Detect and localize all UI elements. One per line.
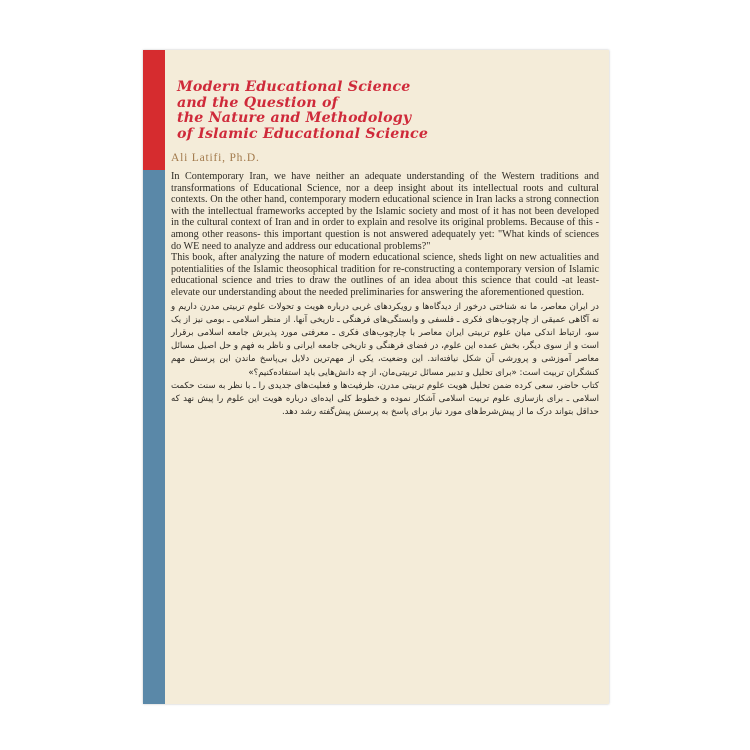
english-paragraph-1: In Contemporary Iran, we have neither an adequate understanding of the Western traditions and transformations of Educational Science, nor a deep insight about its intellectual roots and cultural contexts. On the other hand, contemporary modern educational science in Iran lacks a strong connection with the intellectual frameworks accepted by the Islamic society and most of it has not been developed in the cultural context of Iran and in order to explain and resolve its original problems. Because of this -among other reasons- this important question is not answered adequately yet: "What kinds of sciences do WE need to analyze and address our educational problems?" (171, 171, 599, 252)
book-title (171, 80, 599, 142)
persian-paragraph-2: کتاب حاضر، سعی کرده ضمن تحلیل هویت علوم تربیتی مدرن، ظرفیت‌ها و فعلیت‌های جدیدی را ـ با نظر به سنت حکمت اسلامی ـ برای بازسازی علوم تربیت اسلامی آشکار نموده و خطوط کلی ایده‌ای درباره هویت این علوم را پیش نهد که حداقل بتواند درک ما از پیش‌شرط‌های مورد نیاز برای پاسخ به پرسش پیش‌گفته رشد دهد. (171, 380, 599, 418)
book-title-line-4: of Islamic Educational Science (177, 125, 429, 142)
spine-red-band (143, 50, 165, 170)
persian-paragraph-1: در ایران معاصر، ما نه شناختی درخور از دیدگاه‌ها و رویکردهای غربی درباره هویت و تحولات علوم تربیتی مدرن داریم و نه آگاهی عمیقی از چارچوب‌های فکری ـ فلسفی و وابستگی‌های فرهنگی ـ تاریخی آنها. از منظر اسلامی ـ بومی نیز از یک سو، ارتباط اندکی میان علوم تربیتی ایران معاصر با چارچوب‌های فکری ـ معرفتی مورد پذیرش جامعه اسلامی برقرار است و از سوی دیگر، بخش عمده این علوم، در فضای فرهنگی و تاریخی جامعه ایرانی و ناظر به فهم و حل اصیل مسائل معاصر آموزشی و پرورشی آن شکل نیافته‌اند. این وضعیت، یکی از مهم‌ترین دلایل بی‌پاسخ ماندن این پرسش مهم کنشگران تربیت است: «برای تحلیل و تدبیر مسائل تربیتی‌مان، از چه دانش‌هایی باید استفاده‌کنیم؟» (171, 301, 599, 378)
book-title-line-3: the Nature and Methodology (177, 110, 412, 126)
book-title-line-2: and the Question of (177, 94, 338, 111)
persian-abstract (171, 301, 599, 420)
author-name: Ali Latifi, Ph.D. (171, 152, 260, 164)
english-abstract (171, 171, 599, 299)
book-title-line-1: Modern Educational Science (177, 79, 411, 95)
spine-blue-band (143, 170, 165, 704)
book-back-cover (143, 50, 609, 704)
english-paragraph-2: This book, after analyzing the nature of modern educational science, sheds light on new actualities and potentialities of the Islamic theosophical tradition for re-constructing a contemporary version of Islamic educational science and tries to draw the outlines of an idea about this science that could -at least- elevate our understanding about the needed preliminaries for answering the aforementioned question. (171, 252, 599, 298)
cover-content (171, 80, 599, 419)
